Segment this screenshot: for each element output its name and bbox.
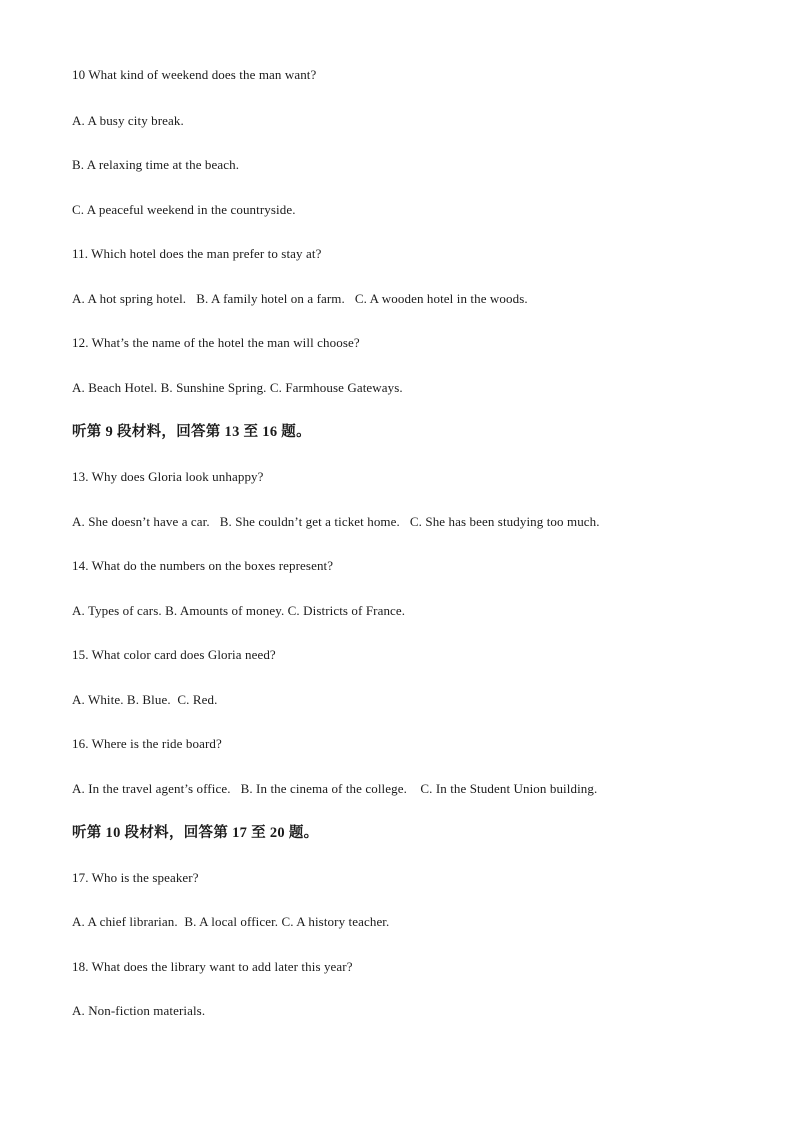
options-13: A. She doesn’t have a car. B. She couldn’t get a ticket home. C. She has been studying too much.: [72, 514, 600, 529]
options-14: A. Types of cars. B. Amounts of money. C. Districts of France.: [72, 603, 406, 618]
question-13: 13. Why does Gloria look unhappy?: [72, 469, 264, 484]
options-11: A. A hot spring hotel. B. A family hotel on a farm. C. A wooden hotel in the woods.: [72, 291, 528, 306]
question-17: 17. Who is the speaker?: [72, 870, 199, 885]
options-12: A. Beach Hotel. B. Sunshine Spring. C. Farmhouse Gateways.: [72, 380, 403, 395]
question-16: 16. Where is the ride board?: [72, 736, 222, 751]
question-11: 11. Which hotel does the man prefer to stay at?: [72, 246, 322, 261]
question-10: 10 What kind of weekend does the man want?: [72, 67, 317, 82]
option-10-b: B. A relaxing time at the beach.: [72, 157, 240, 172]
option-18-a: A. Non-fiction materials.: [72, 1003, 206, 1018]
question-18: 18. What does the library want to add later this year?: [72, 959, 353, 974]
section-heading-9: 听第 9 段材料，回答第 13 至 16 题。: [72, 424, 311, 440]
question-12: 12. What’s the name of the hotel the man will choose?: [72, 335, 360, 350]
options-17: A. A chief librarian. B. A local officer. C. A history teacher.: [72, 914, 390, 929]
section-heading-10: 听第 10 段材料，回答第 17 至 20 题。: [72, 825, 319, 841]
option-10-c: C. A peaceful weekend in the countryside.: [72, 202, 296, 217]
options-16: A. In the travel agent’s office. B. In the cinema of the college. C. In the Student Union building.: [72, 781, 598, 796]
option-10-a: A. A busy city break.: [72, 113, 184, 128]
options-15: A. White. B. Blue. C. Red.: [72, 692, 218, 707]
question-15: 15. What color card does Gloria need?: [72, 647, 276, 662]
question-14: 14. What do the numbers on the boxes represent?: [72, 558, 334, 573]
